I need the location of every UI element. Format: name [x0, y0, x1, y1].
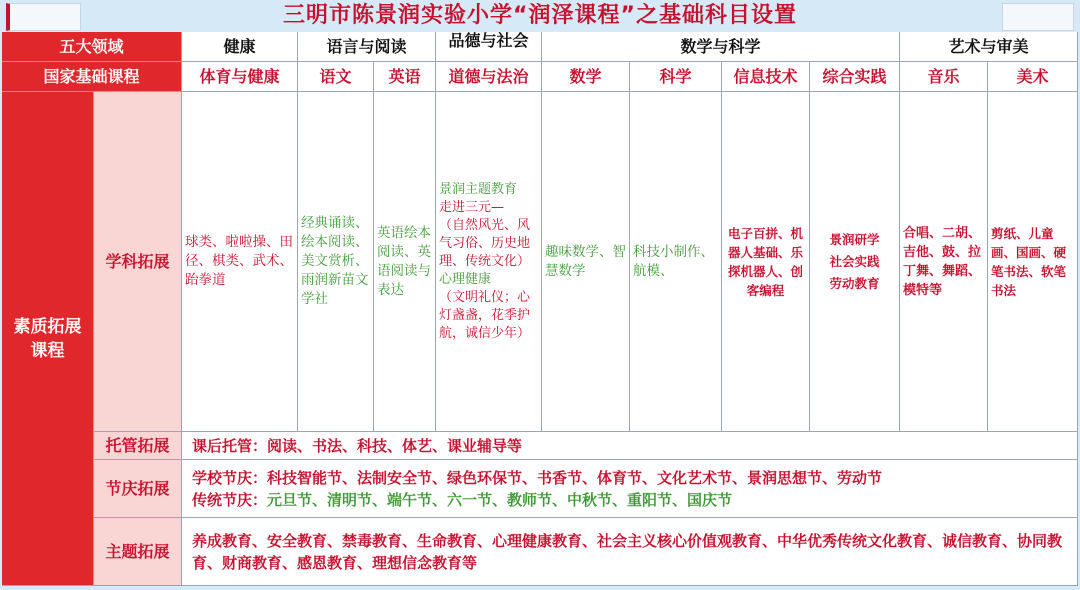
ext-pe-text: 球类、啦啦操、田径、棋类、武术、跆拳道 — [185, 234, 293, 288]
subject-science: 科学 — [630, 62, 722, 92]
subject-music: 音乐 — [900, 62, 988, 92]
theme-content — [182, 518, 1078, 586]
ext-morality-sanyuan: 走进三元— — [439, 199, 505, 215]
subject-morality-law: 道德与法治 — [436, 62, 542, 92]
ext-math-text: 趣味数学、智慧数学 — [545, 243, 626, 279]
ext-pe — [182, 92, 298, 432]
subject-english: 英语 — [374, 62, 436, 92]
school-festival-text: 科技智能节、法制安全节、绿色环保节、书香节、体育节、文化艺术节、景润思想节、劳动节 — [267, 468, 883, 487]
domains-label: 五大领域 — [2, 32, 182, 62]
ext-morality-sanyuan-detail: （自然风光、风气习俗、历史地理、传统文化） — [439, 217, 531, 269]
domain-arts: 艺术与审美 — [900, 32, 1078, 62]
ext-english-text: 英语绘本阅读、英语阅读与表达 — [377, 224, 431, 298]
subject-pe: 体育与健康 — [182, 62, 298, 92]
school-festival-prefix: 学校节庆： — [192, 468, 268, 487]
traditional-festival-line — [192, 489, 1067, 511]
ext-art — [988, 92, 1078, 432]
care-label: 托管拓展 — [94, 432, 182, 460]
subject-ext-label: 学科拓展 — [94, 92, 182, 432]
quality-courses-label: 素质拓展课程 — [2, 92, 94, 586]
ext-chinese-text: 经典诵读、绘本阅读、美文赏析、雨润新苗文学社 — [301, 215, 369, 307]
ext-practice — [810, 92, 900, 432]
traditional-festival-prefix: 传统节庆： — [192, 490, 268, 509]
ext-math — [542, 92, 630, 432]
ext-art-text: 剪纸、儿童画、国画、硬笔书法、软笔书法 — [991, 225, 1067, 298]
ext-science — [630, 92, 722, 432]
subject-chinese: 语文 — [298, 62, 374, 92]
national-courses-label: 国家基础课程 — [2, 62, 182, 92]
curriculum-table — [2, 32, 1078, 586]
ext-science-text: 科技小制作、航模、 — [633, 243, 714, 279]
domain-health: 健康 — [182, 32, 298, 62]
theme-text: 养成教育、安全教育、禁毒教育、生命教育、心理健康教育、社会主义核心价值观教育、中华优秀传统文化教育、诚信教育、协同教育、财商教育、感恩教育、理想信念教育等 — [192, 531, 1063, 572]
festival-content — [182, 460, 1078, 518]
page-title: 三明市陈景润实验小学“润泽课程”之基础科目设置 — [283, 3, 797, 28]
care-text: 课后托管：阅读、书法、科技、体艺、课业辅导等 — [192, 436, 523, 455]
festival-label: 节庆拓展 — [94, 460, 182, 518]
domain-math-science: 数学与科学 — [542, 32, 900, 62]
ext-it-text: 电子百拼、机器人基础、乐探机器人、创客编程 — [727, 225, 803, 298]
ext-practice-text: 景润研学 社会实践 劳动教育 — [829, 231, 880, 291]
subject-practice: 综合实践 — [810, 62, 900, 92]
school-festival-line — [192, 467, 1067, 489]
subject-art: 美术 — [988, 62, 1078, 92]
ext-morality — [436, 92, 542, 432]
ext-it — [722, 92, 810, 432]
domain-language: 语言与阅读 — [298, 32, 436, 62]
subject-math: 数学 — [542, 62, 630, 92]
ext-chinese — [298, 92, 374, 432]
traditional-festival-text: 元旦节、清明节、端午节、六一节、教师节、中秋节、重阳节、国庆节 — [267, 490, 733, 509]
theme-label: 主题拓展 — [94, 518, 182, 586]
care-content — [182, 432, 1078, 460]
ext-music-text: 合唱、二胡、吉他、鼓、拉丁舞、舞蹈、模特等 — [903, 225, 982, 298]
subject-it: 信息技术 — [722, 62, 810, 92]
ext-morality-mental-detail: （文明礼仪；心灯盏盏，花季护航，诚信少年） — [439, 289, 531, 341]
domain-morality: 品德与社会 — [436, 32, 542, 62]
ext-music — [900, 92, 988, 432]
ext-morality-theme: 景润主题教育 — [439, 181, 518, 197]
ext-english — [374, 92, 436, 432]
ext-morality-mental: 心理健康 — [439, 271, 492, 287]
